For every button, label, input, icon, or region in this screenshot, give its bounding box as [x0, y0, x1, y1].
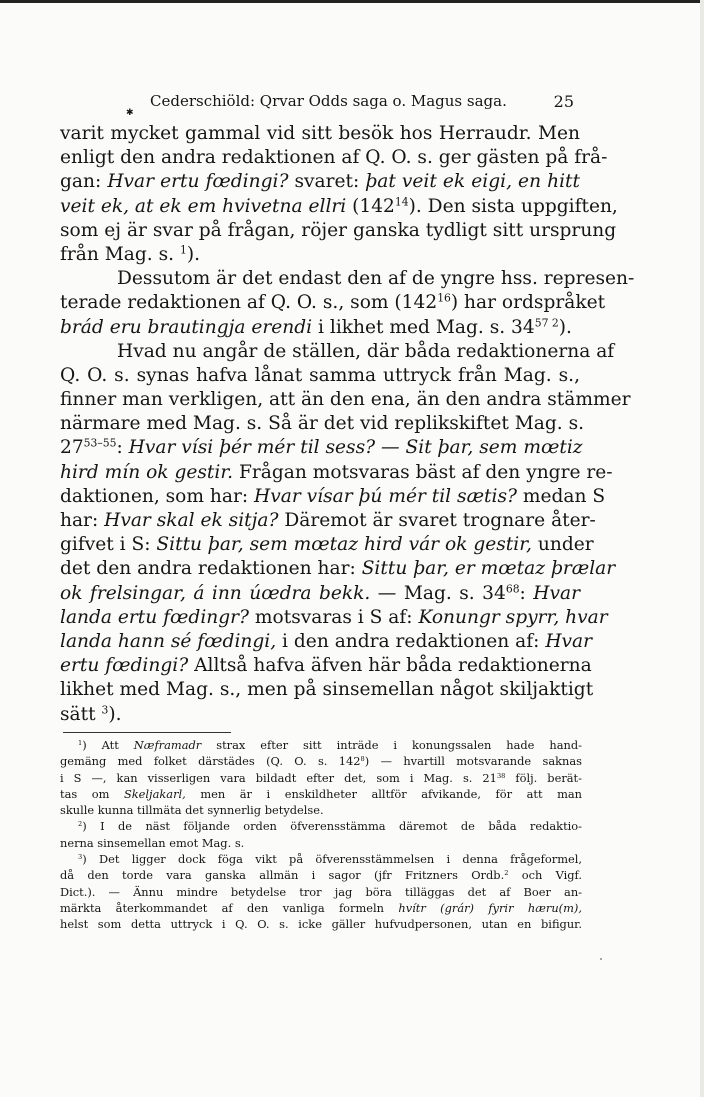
footnote-line: Dict.). — Ännu mindre betydelse tror jag böra tilläggas det af Boer an-	[60, 884, 582, 899]
text-line: brád eru brautingja erendi i likhet med Mag. s. $34^{57 2}$).	[60, 316, 572, 338]
italic-text: veit ek, at ek em hvivetna ellri	[60, 195, 347, 217]
italic-text: Hvar vísi þér mér til sess? — Sit þar, sem mœtiz	[128, 437, 583, 459]
text-line: landa hann sé fœdingi, i den andra redaktionen af: Hvar	[60, 630, 593, 652]
text-line: landa ertu fœdingr? motsvaras i S af: Konungr spyrr, hvar	[60, 606, 608, 628]
italic-text: brád eru brautingja erendi	[60, 316, 313, 338]
printer-mark: ✱	[126, 108, 134, 118]
italic-text: Hvar ertu fœdingi?	[107, 171, 289, 193]
text-line: likhet med Mag. s., men på sinsemellan något skiljaktigt	[60, 679, 594, 701]
italic-text: hvítr (grár) fyrir hæru(m),	[398, 900, 582, 915]
italic-text: Sittu þar, er mœtaz þrælar	[361, 558, 616, 580]
superscript: 1	[179, 243, 187, 257]
footnotes	[60, 737, 582, 933]
text-line: gifvet i S: Sittu þar, sem mœtaz hird vár ok gestir, under	[60, 534, 594, 556]
footnote-line: tas om Skeljakarl, men är i enskildheter alltför afvikande, för att man	[60, 786, 583, 801]
footnote-line: märkta återkommandet af den vanliga formeln hvítr (grár) fyrir hæru(m),	[60, 900, 582, 915]
italic-text: ok frelsingar, á inn úœdra bekk.	[60, 582, 371, 604]
running-header	[60, 92, 580, 114]
italic-text: Hvar	[533, 582, 580, 604]
text-line: Q. O. s. synas hafva lånat samma uttryck från Mag. s.,	[60, 364, 580, 386]
text-line: finner man verkligen, att än den ena, än den andra stämmer	[60, 389, 631, 411]
italic-text: landa ertu fœdingr?	[60, 606, 250, 628]
page-top-edge	[0, 0, 704, 3]
superscript: 8	[360, 755, 365, 764]
text-line: hird mín ok gestir. Frågan motsvaras bäst af den yngre re-	[60, 461, 613, 483]
italic-text: Skeljakarl,	[123, 786, 186, 801]
superscript: 68	[505, 582, 520, 596]
superscript: 57 2	[534, 316, 559, 330]
superscript: 2	[504, 869, 509, 878]
italic-text: þat veit ek eigi, en hitt	[365, 171, 580, 193]
main-text	[60, 122, 635, 727]
superscript: 14	[394, 195, 409, 209]
running-title: Cederschiöld: Qrvar Odds saga o. Magus saga.	[150, 92, 507, 110]
text-line: varit mycket gammal vid sitt besök hos Herraudr. Men	[60, 123, 580, 144]
footnote-line: helst som detta uttryck i Q. O. s. icke gäller hufvudpersonen, utan en bifigur.	[60, 917, 582, 932]
italic-text: Hvar vísar þú mér til sætis?	[254, 485, 517, 507]
text-line: 27$^{53-55}$: Hvar vísi þér mér til sess? — Sit þar, sem mœtiz	[60, 436, 583, 459]
superscript: 53–55	[83, 436, 117, 450]
italic-text: Sittu þar, sem mœtaz hird vár ok gestir,	[156, 534, 532, 556]
text-line: ok frelsingar, á inn úœdra bekk. — Mag. s. $34^{68}$: Hvar	[60, 582, 580, 604]
footnote-line: skulle kunna tillmäta det synnerlig betydelse.	[60, 803, 324, 818]
superscript: 3	[101, 703, 109, 717]
italic-text: Hvar skal ek sitja?	[104, 510, 279, 531]
footnote-line: då den torde vara ganska allmän i sagor (jfr Fritzners Ordb.$^2$ och Vigf.	[60, 868, 582, 883]
superscript: 3	[78, 853, 83, 862]
text-line: närmare med Mag. s. Så är det vid replikskiftet Mag. s.	[60, 413, 585, 435]
page-right-edge	[700, 0, 704, 1097]
superscript: 1	[78, 739, 83, 748]
page-number: 25	[553, 92, 574, 111]
superscript: 2	[78, 820, 83, 829]
text-line: Hvad nu angår de ställen, där båda redaktionerna af	[117, 340, 615, 362]
italic-text: landa hann sé fœdingi,	[60, 630, 277, 652]
text-line: terade redaktionen af Q. O. s., som $(142^{16})$ har ordspråket	[60, 291, 606, 314]
text-line: daktionen, som har: Hvar vísar þú mér til sætis? medan S	[60, 485, 606, 507]
footnote-line: gemäng med folket därstädes (Q. O. s. $142^8$) — hvartill motsvarande saknas	[60, 754, 582, 769]
text-line: det den andra redaktionen har: Sittu þar, er mœtaz þrælar	[60, 558, 616, 580]
italic-text: Næframadr	[133, 738, 202, 752]
text-line: från Mag. s. $^1$).	[60, 243, 200, 265]
superscript: 38	[496, 771, 506, 780]
footnote-line: $^1$) Att Næframadr strax efter sitt inträde i konungssalen hade hand-	[78, 738, 582, 752]
footnote-line: nerna sinsemellan emot Mag. s.	[60, 835, 245, 850]
footnote-separator	[63, 732, 231, 733]
text-line: Dessutom är det endast den af de yngre hss. represen-	[117, 268, 635, 290]
footnote-line: $^3$) Det ligger dock föga vikt på öfverensstämmelsen i denna frågeformel,	[78, 852, 582, 867]
footnote-line: $^2$) I de näst följande orden öfverensstämma däremot de båda redaktio-	[78, 819, 582, 834]
text-line: som ej är svar på frågan, röjer ganska tydligt sitt ursprung	[60, 219, 617, 241]
text-line: veit ek, at ek em hvivetna ellri $(142^{14})$. Den sista uppgiften,	[60, 195, 618, 217]
text-line: har: Hvar skal ek sitja? Däremot är svaret trognare åter-	[60, 510, 596, 531]
text-line: ertu fœdingi? Alltså hafva äfven här båda redaktionerna	[60, 655, 592, 677]
text-line: gan: Hvar ertu fœdingi? svaret: þat veit ek eigi, en hitt	[60, 171, 580, 193]
italic-text: ertu fœdingi?	[60, 655, 189, 677]
paper-speck	[600, 958, 602, 960]
text-line: sätt $^3$).	[60, 703, 122, 725]
text-line: enligt den andra redaktionen af Q. O. s. ger gästen på frå-	[60, 147, 608, 169]
superscript: 16	[437, 291, 451, 305]
italic-text: Hvar	[545, 630, 593, 652]
italic-text: hird mín ok gestir.	[60, 461, 234, 483]
footnote-line: i S —, kan visserligen vara bildadt efter det, som i Mag. s. $21^{38}$ följ. berät-	[60, 770, 582, 785]
italic-text: Konungr spyrr, hvar	[418, 606, 608, 628]
